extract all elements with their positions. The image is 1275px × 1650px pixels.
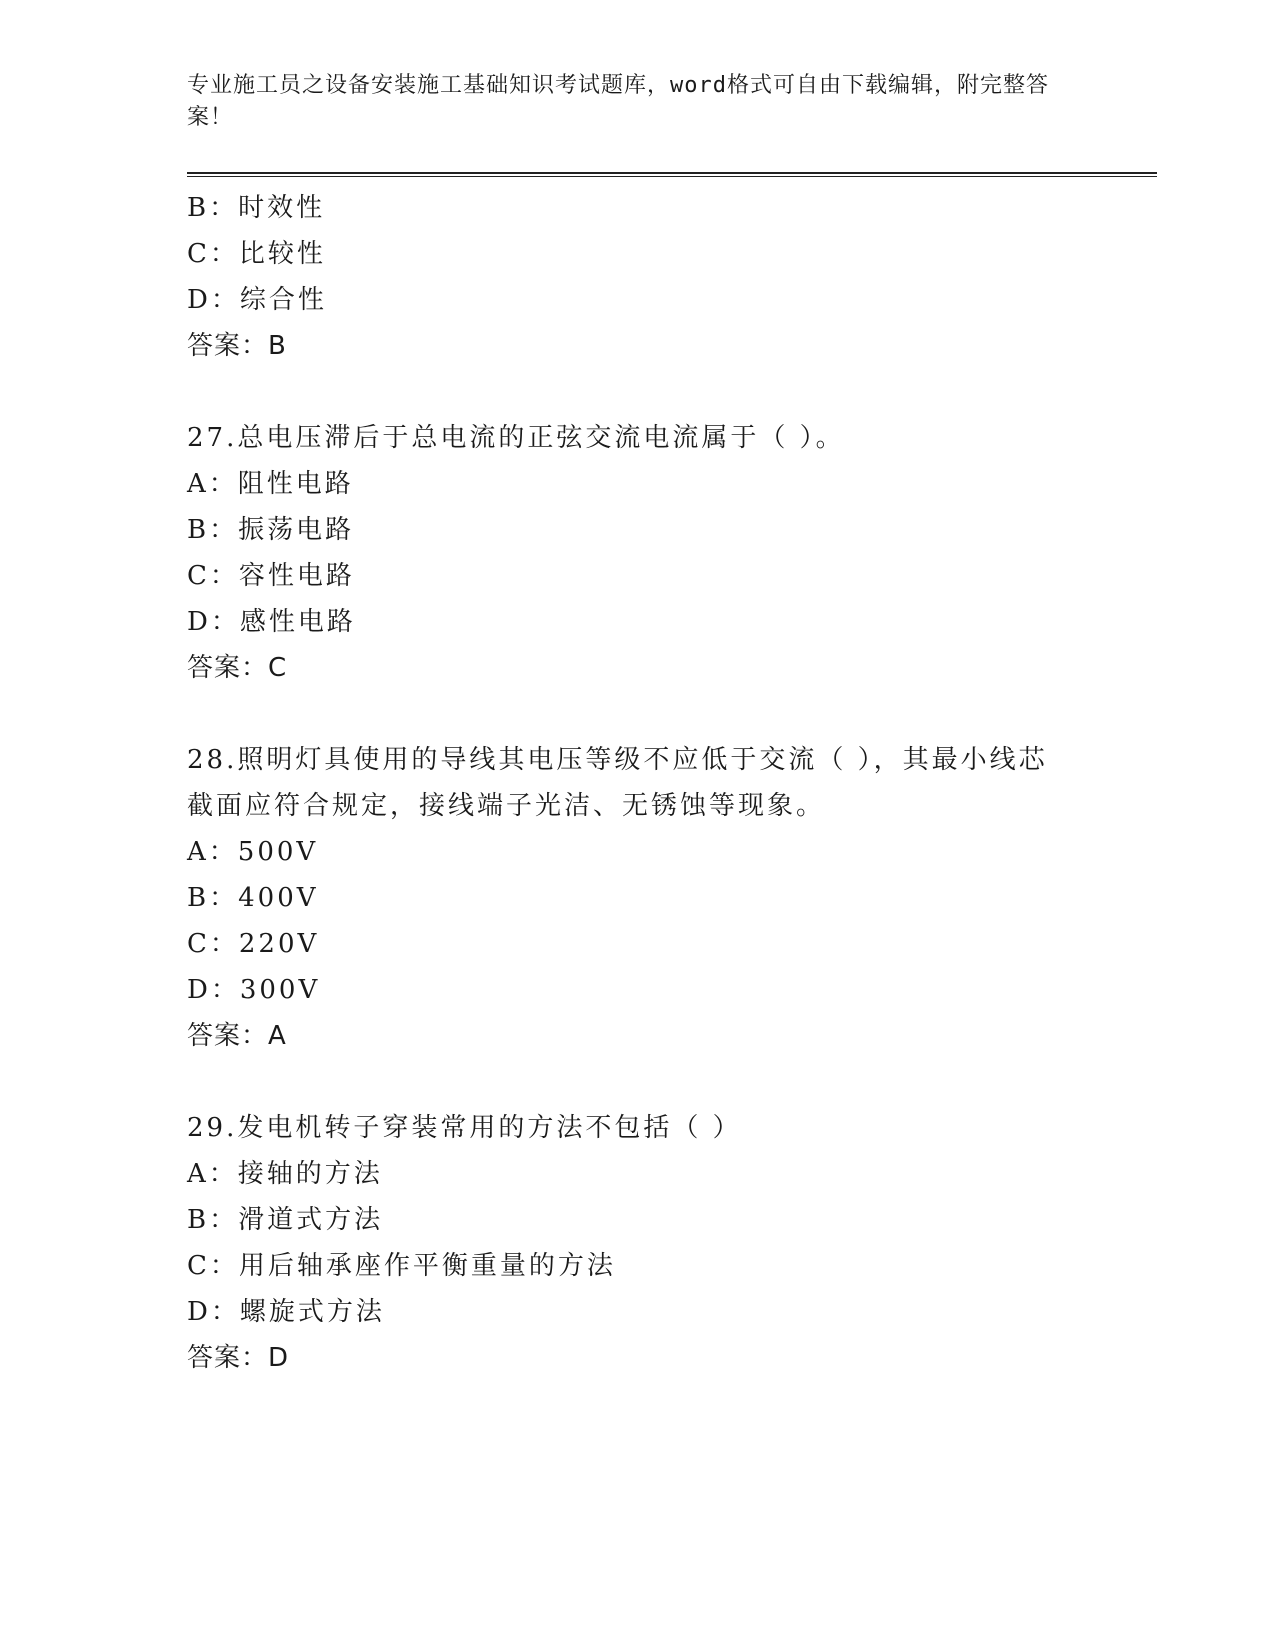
answer-line: 答案：B (187, 331, 287, 361)
option-c: C：220V (187, 929, 320, 959)
option-c: C：用后轴承座作平衡重量的方法 (187, 1251, 616, 1281)
question-block-27 (187, 415, 1157, 691)
option-d: D：螺旋式方法 (187, 1297, 385, 1327)
question-block-29 (187, 1105, 1157, 1381)
header-divider (187, 172, 1157, 177)
option-b: B：滑道式方法 (187, 1205, 384, 1235)
question-list (187, 185, 1157, 1381)
document-page (187, 70, 1157, 1381)
question-block-26 (187, 185, 1157, 369)
option-a: A：500V (187, 837, 319, 867)
option-c: C：容性电路 (187, 561, 355, 591)
option-a: A：阻性电路 (187, 469, 354, 499)
option-d: D：感性电路 (187, 607, 356, 637)
question-text: 29.发电机转子穿装常用的方法不包括（ ） (187, 1113, 742, 1143)
question-text: 27.总电压滞后于总电流的正弦交流电流属于（ ）。 (187, 423, 845, 453)
question-text: 28.照明灯具使用的导线其电压等级不应低于交流（ ），其最小线芯截面应符合规定，接线端子光洁、无锈蚀等现象。 (187, 745, 1048, 821)
answer-line: 答案：C (187, 653, 288, 683)
answer-line: 答案：A (187, 1021, 287, 1051)
option-d: D：综合性 (187, 285, 327, 315)
option-d: D：300V (187, 975, 321, 1005)
document-header: 专业施工员之设备安装施工基础知识考试题库，word格式可自由下载编辑，附完整答案！ (187, 73, 1049, 130)
option-b: B：振荡电路 (187, 515, 355, 545)
option-b: B：400V (187, 883, 319, 913)
answer-line: 答案：D (187, 1343, 290, 1373)
option-b: B：时效性 (187, 193, 326, 223)
question-block-28 (187, 737, 1157, 1059)
option-a: A：接轴的方法 (187, 1159, 383, 1189)
option-c: C：比较性 (187, 239, 326, 269)
